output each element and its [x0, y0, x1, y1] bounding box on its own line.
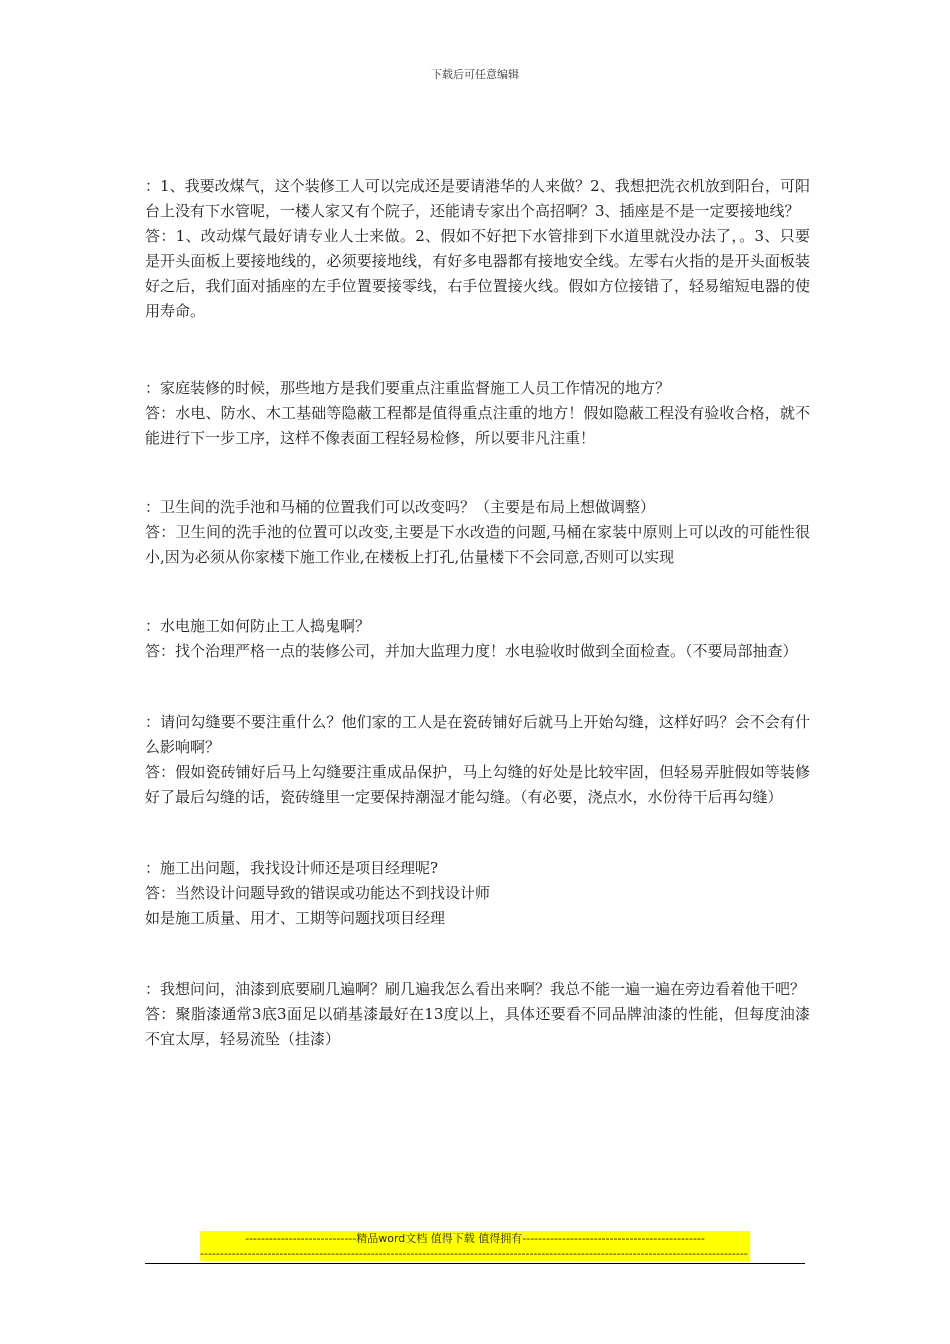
answer-text: 答：水电、防水、木工基础等隐蔽工程都是值得重点注重的地方！假如隐蔽工程没有验收合格，就不能进行下一步工序，这样不像表面工程轻易检修，所以要非凡注重！: [145, 404, 810, 447]
qa-item-6: [145, 856, 810, 931]
answer-text: 答：假如瓷砖铺好后马上勾缝要注重成品保护，马上勾缝的好处是比较牢固，但轻易弄脏假如等装修好了最后勾缝的话，瓷砖缝里一定要保持潮湿才能勾缝。（有必要，浇点水，水份待干后再勾缝）: [145, 763, 810, 806]
question-text: ：家庭装修的时候，那些地方是我们要重点注重监督施工人员工作情况的地方？: [145, 379, 671, 397]
answer-text: 答：卫生间的洗手池的位置可以改变,主要是下水改造的问题,马桶在家装中原则上可以改的可能性很小,因为必须从你家楼下施工作业,在楼板上打孔,估量楼下不会同意,否则可以实现: [145, 523, 810, 566]
answer-text: 答：1、改动煤气最好请专业人士来做。2、假如不好把下水管排到下水道里就没办法了，。3、只要是开头面板上要接地线的，必须要接地线，有好多电器都有接地安全线。左零右火指的是开头面板装好之后，我们面对插座的左手位置要接零线，右手位置接火线。假如方位接错了，轻易缩短电器的使用寿命。: [145, 227, 810, 320]
footer-dashes: ------------------------------------------------------------------------------------------------------------------------------------------: [200, 1246, 750, 1261]
footer-banner: ----------------------------精品word文档 值得下载 值得拥有----------------------------------------------: [200, 1231, 750, 1246]
qa-item-5: [145, 710, 810, 810]
question-text: ：我想问问，油漆到底要刷几遍啊？刷几遍我怎么看出来啊？我总不能一遍一遍在旁边看着他干吧？: [145, 980, 806, 998]
answer-extra-text: 如是施工质量、用才、工期等问题找项目经理: [145, 909, 446, 927]
footer-divider: [145, 1263, 805, 1264]
qa-item-2: [145, 376, 810, 451]
qa-item-1: [145, 174, 810, 324]
question-text: ：施工出问题，我找设计师还是项目经理呢?: [145, 859, 439, 877]
question-text: ：水电施工如何防止工人捣鬼啊？: [145, 617, 371, 635]
document-body: [145, 174, 810, 1092]
question-text: ：请问勾缝要不要注重什么？他们家的工人是在瓷砖铺好后就马上开始勾缝，这样好吗？会不会有什么影响啊？: [145, 713, 810, 756]
answer-text: 答：聚脂漆通常3底3面足以硝基漆最好在13度以上，具体还要看不同品牌油漆的性能，但每度油漆不宜太厚，轻易流坠（挂漆）: [145, 1005, 810, 1048]
question-text: ：卫生间的洗手池和马桶的位置我们可以改变吗？（主要是布局上想做调整）: [145, 498, 656, 516]
qa-item-7: [145, 977, 810, 1052]
question-text: ：1、我要改煤气，这个装修工人可以完成还是要请港华的人来做？2、我想把洗衣机放到阳台，可阳台上没有下水管呢，一楼人家又有个院子，还能请专家出个高招啊？3、插座是不是一定要接地线？: [145, 177, 810, 220]
answer-text: 答：当然设计问题导致的错误或功能达不到找设计师: [145, 884, 491, 902]
answer-text: 答：找个治理严格一点的装修公司，并加大监理力度！水电验收时做到全面检查。（不要局部抽查）: [145, 642, 798, 660]
page-header: 下载后可任意编辑: [431, 68, 519, 81]
qa-item-3: [145, 495, 810, 570]
qa-item-4: [145, 614, 810, 664]
